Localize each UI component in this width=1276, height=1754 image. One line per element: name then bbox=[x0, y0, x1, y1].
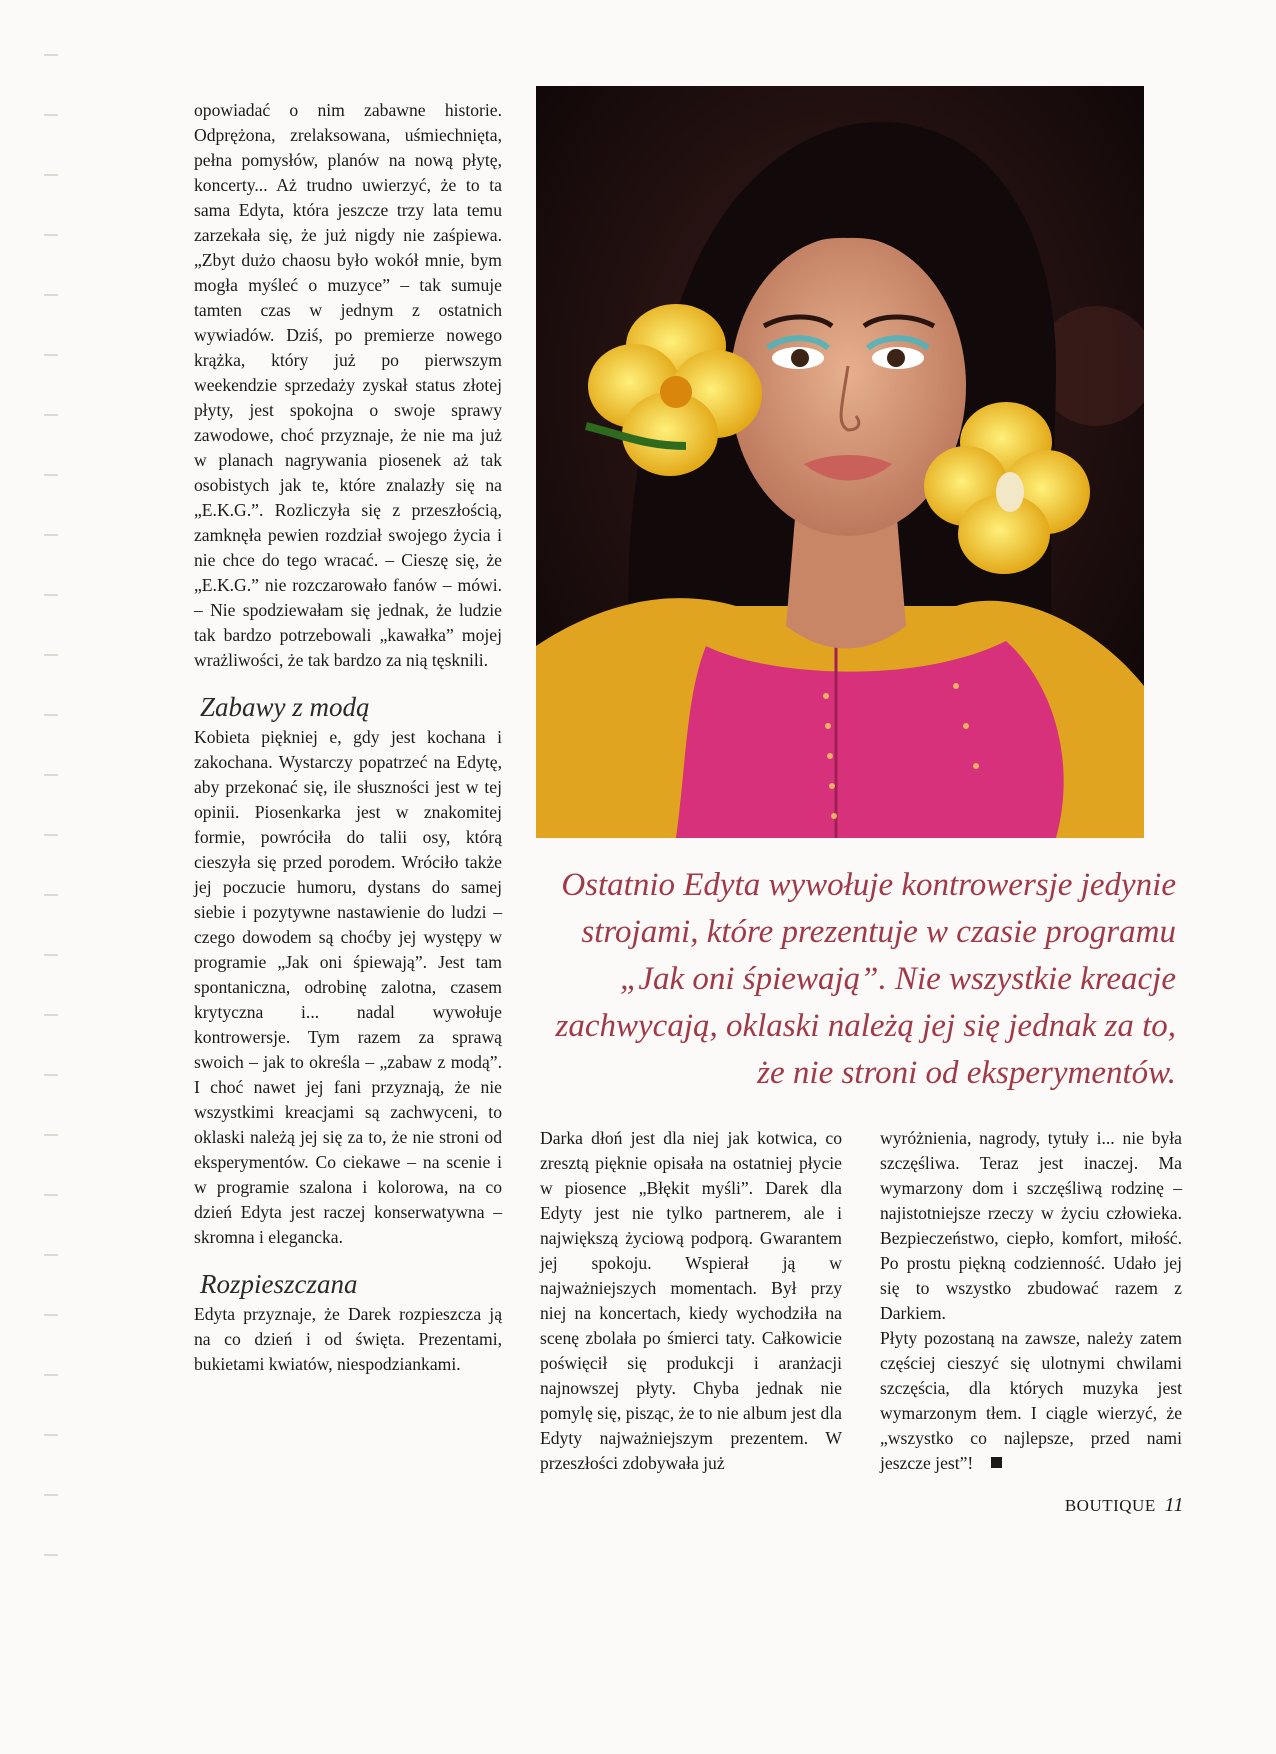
portrait-illustration bbox=[536, 86, 1144, 838]
middle-article-column bbox=[540, 1126, 842, 1476]
subhead-zabawy-z-moda: Zabawy z modą bbox=[200, 692, 370, 722]
right-paragraph-2-text: Płyty pozostaną na zawsze, należy zatem częściej cieszyć się ulotnymi chwilami szczęścia, dla których muzyka jest wymarzonym tłem. I ciągle wierzyć, że „wszystko co najlepsze, przed nami jeszcze jest”! bbox=[880, 1328, 1182, 1473]
scan-gutter-marks bbox=[44, 20, 58, 1560]
intro-paragraph: opowiadać o nim zabawne historie. Odprężona, zrelaksowana, uśmiechnięta, pełna pomysłów, planów na nową płytę, koncerty... Aż trudno uwierzyć, że to ta sama Edyta, która jeszcze trzy lata temu zarzekała się, że już nigdy nie zaśpiewa. „Zbyt dużo chaosu było wokół mnie, bym mogła myśleć o muzyce” – tak sumuje tamten czas w jednym z ostatnich wywiadów. Dziś, po premierze nowego krążka, który już po pierwszym weekendzie sprzedaży zyskał status złotej płyty, jest spokojna o swoje sprawy zawodowe, choć przyznaje, że nie ma już w planach nagrywania piosenek aż tak osobistych jak te, które znalazły się na „E.K.G.”. Rozliczyła się z przeszłością, zamknęła pewien rozdział swojego życia i nie chce do tego wracać. – Cieszę się, że „E.K.G.” nie rozczarowało fanów – mówi. – Nie spodziewałam się jednak, że ludzie tak bardzo potrzebowali „kawałka” mojej wrażliwości, że tak bardzo za nią tęsknili. bbox=[194, 100, 502, 670]
section-2-paragraph: Edyta przyznaje, że Darek rozpieszcza ją na co dzień i od święta. Prezentami, bukietami kwiatów, niespodziankami. bbox=[194, 1304, 502, 1374]
end-of-article-mark bbox=[991, 1457, 1002, 1468]
right-article-column bbox=[880, 1126, 1182, 1476]
magazine-name: BOUTIQUE bbox=[1064, 1496, 1156, 1515]
section-1-paragraph: Kobieta piękniej e, gdy jest kochana i zakochana. Wystarczy popatrzeć na Edytę, aby przekonać się, ile słuszności jest w tej opinii. Piosenkarka jest w znakomitej formie, powróciła do talii osy, którą cieszyła się przed porodem. Wróciło także jej poczucie humoru, dystans do samej siebie i pozytywne nastawienie do ludzi – czego dowodem są choćby jej występy w programie „Jak oni śpiewają”. Jest tam spontaniczna, odrobinę zalotna, czasem krytyczna i... nadal wywołuje kontrowersje. Tym razem za sprawą swoich – jak to określa – „zabaw z modą”. I choć nawet jej fani przyznają, że nie wszystkimi kreacjami są zachwyceni, to oklaski należą jej się za to, że nie stroni od eksperymentów. Co ciekawe – na scenie i w programie szalona i kolorowa, na co dzień Edyta jest raczej konserwatywna – skromna i elegancka. bbox=[194, 727, 502, 1247]
right-paragraph-1: wyróżnienia, nagrody, tytuły i... nie była szczęśliwa. Teraz jest inaczej. Ma wymarzony dom i szczęśliwą rodzinę – najistotniejsze rzeczy w życiu człowieka. Bezpieczeństwo, ciepło, komfort, miłość. Po prostu piękną codzienność. Udało jej się to wszystko zbudować razem z Darkiem. bbox=[880, 1128, 1182, 1323]
portrait-photo bbox=[536, 86, 1144, 838]
right-paragraph-2 bbox=[880, 1326, 1182, 1476]
subhead-rozpieszczana: Rozpieszczana bbox=[200, 1269, 358, 1299]
middle-paragraph: Darka dłoń jest dla niej jak kotwica, co zresztą pięknie opisała na ostatniej płycie w piosence „Błękit myśli”. Darek dla Edyty jest nie tylko partnerem, ale i największą życiową podporą. Gwarantem jej spokoju. Wspierał ją w najważniejszych momentach. Był przy niej na koncertach, kiedy wychodziła na scenę zbolała po śmierci taty. Całkowicie poświęcił się produkcji i aranżacji najnowszej płyty. Chyba jednak nie pomylę się, pisząc, że to nie album jest dla Edyty najważniejszym prezentem. W przeszłości zdobywała już bbox=[540, 1128, 842, 1473]
page-number: 11 bbox=[1164, 1494, 1184, 1516]
left-article-column bbox=[194, 98, 502, 1377]
page-footer bbox=[1065, 1494, 1184, 1517]
pull-quote: Ostatnio Edyta wywołuje kontrowersje jedynie strojami, które prezentuje w czasie programu „Jak oni śpiewają”. Nie wszystkie kreacje zachwycają, oklaski należą jej się jednak za to, że nie stroni od eksperymentów. bbox=[555, 867, 1176, 1091]
